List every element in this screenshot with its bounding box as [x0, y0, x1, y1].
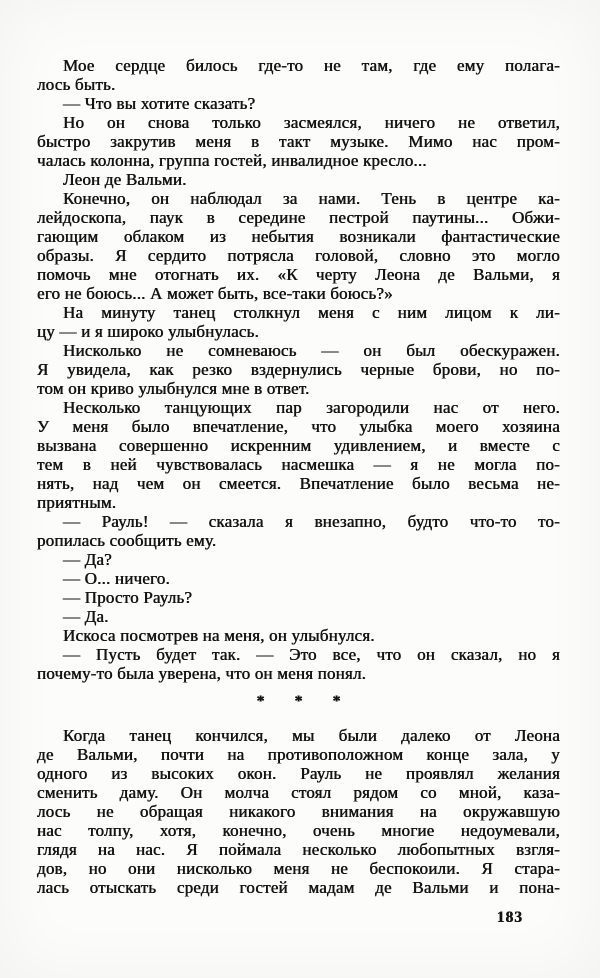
text-column [37, 56, 560, 927]
text-line: Нисколько не сомневаюсь — он был обескуражен. [63, 341, 560, 360]
page-number: 183 [496, 909, 523, 926]
text-line: — Да. [63, 607, 109, 626]
text-line: лась отыскать среди гостей мадам де Вальми и пона- [37, 878, 560, 897]
text-line: — Да? [63, 550, 112, 569]
text-line: Когда танец кончился, мы были далеко от Леона [63, 726, 560, 745]
text-line: де Вальми, почти на противоположном конце зала, у [37, 745, 560, 764]
text-line: — Пусть будет так. — Это все, что он сказал, но я [63, 645, 560, 664]
text-line: — Что вы хотите сказать? [63, 94, 256, 113]
section-separator: * * * [256, 693, 354, 710]
text-line: Конечно, он наблюдал за нами. Тень в центре ка- [63, 189, 560, 208]
text-line: Я увидела, как резко вздернулись черные брови, но по- [37, 360, 560, 379]
text-line: глядя на нас. Я поймала несколько любопытных взгля- [37, 840, 560, 859]
text-line: лось не обращая никакого внимания на окружавшую [37, 802, 560, 821]
text-line: образы. Я сердито потрясла головой, словно это могло [37, 246, 560, 265]
text-line: Но он снова только засмеялся, ничего не ответил, [63, 113, 560, 132]
text-line: том он криво улыбнулся мне в ответ. [37, 379, 310, 398]
text-line: тем в ней чувствовалась насмешка — я не могла по- [37, 455, 560, 474]
text-line: чалась колонна, группа гостей, инвалидное кресло... [37, 151, 427, 170]
text-line: приятным. [37, 493, 117, 512]
text-line: дов, но они нисколько меня не беспокоили. Я стара- [37, 859, 560, 878]
text-line: нять, над чем он смеется. Впечатление было весьма не- [37, 474, 560, 493]
text-line: У меня было впечатление, что улыбка моего хозяина [37, 417, 560, 436]
text-line: ропилась сообщить ему. [37, 531, 217, 550]
text-line: — Рауль! — сказала я внезапно, будто что-то то- [63, 512, 560, 531]
text-line: лейдоскопа, паук в середине пестрой паутины... Обжи- [37, 208, 560, 227]
text-line: гающим облаком из небытия возникали фантастические [37, 227, 560, 246]
text-line: На минуту танец столкнул меня с ним лицом к ли- [63, 303, 560, 322]
text-line: почему-то была уверена, что он меня понял. [37, 664, 367, 683]
text-line: одного из высоких окон. Рауль не проявлял желания [37, 764, 560, 783]
text-line: Леон де Вальми. [63, 170, 187, 189]
text-line: — О... ничего. [63, 569, 170, 588]
text-line: Мое сердце билось где-то не там, где ему полага- [63, 56, 560, 75]
text-line: вызвана совершенно искренним удивлением, и вместе с [37, 436, 560, 455]
text-line: сменить даму. Он молча стоял рядом со мной, каза- [37, 783, 560, 802]
text-line: Несколько танцующих пар загородили нас от него. [63, 398, 560, 417]
text-line: его не боюсь... А может быть, все-таки боюсь?» [37, 284, 393, 303]
text-line: помочь мне отогнать их. «К черту Леона де Вальми, я [37, 265, 560, 284]
text-line: лось быть. [37, 75, 116, 94]
text-line: — Просто Рауль? [63, 588, 193, 607]
text-line: Искоса посмотрев на меня, он улыбнулся. [63, 626, 375, 645]
text-line: нас толпу, хотя, конечно, очень многие недоумевали, [37, 821, 560, 840]
text-line: цу — и я широко улыбнулась. [37, 322, 259, 341]
text-line: быстро закрутив меня в такт музыке. Мимо нас пром- [37, 132, 560, 151]
